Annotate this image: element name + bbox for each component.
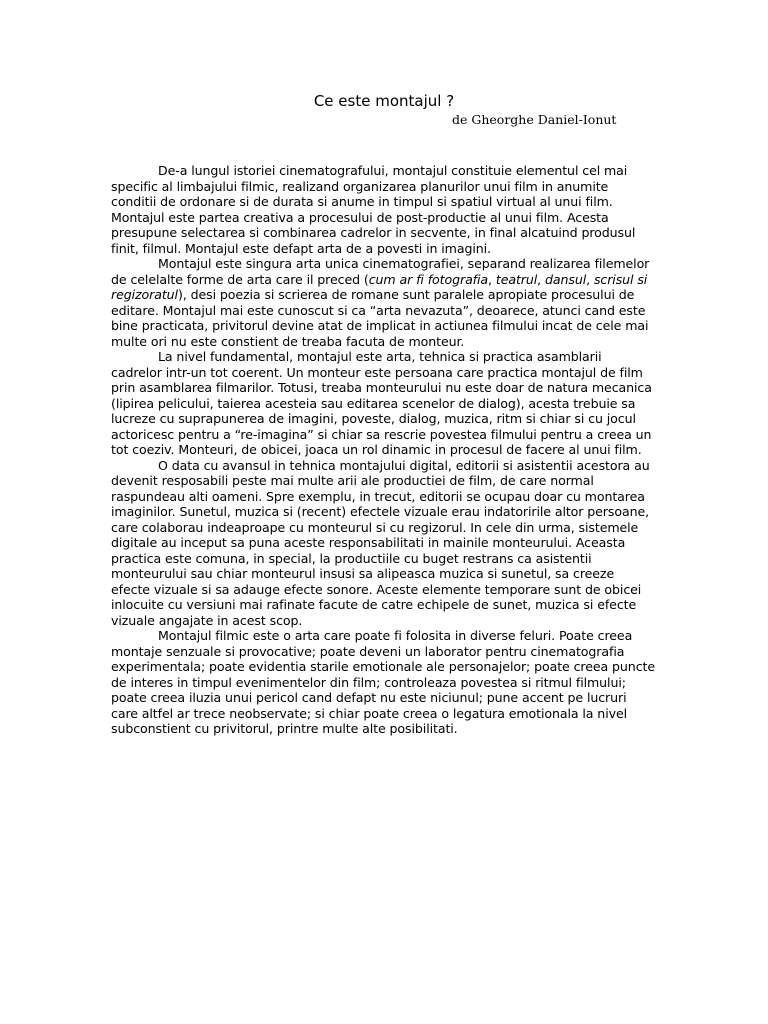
paragraph-5: Montajul filmic este o arta care poate fi folosita in diverse feluri. Poate creea montaje senzuale si provocative; poate deveni un laborator pentru cinematografia experimentala; poate evidentia starile emotionale ale personajelor; poate creea puncte de interes in timpul evenimentelor din film; controleaza povestea si ritmul filmului; poate creea iluzia unui pericol cand defapt nu este niciunul; pune accent pe lucruri care altfel ar trece neobservate; si chiar poate creea o legatura emotionala la nivel subconstient cu privitorul, printre multe alte posibilitati. <box>111 628 656 736</box>
separator: , <box>488 271 496 287</box>
page-title: Ce este montajul ? <box>313 92 455 110</box>
paragraph-2 <box>111 256 656 349</box>
author-byline: de Gheorghe Daniel-Ionut <box>452 112 617 127</box>
paragraph-1: De-a lungul istoriei cinematografului, montajul constituie elementul cel mai specific al limbajului filmic, realizand organizarea planurilor unui film in anumite conditii de ordonare si de durata si anume in timpul si spatiul virtual al unui film. Montajul este partea creativa a procesului de post-productie al unui film. Acesta presupune selectarea si combinarea cadrelor in secvente, in final alcatuind produsul finit, filmul. Montajul este defapt arta de a povesti in imagini. <box>111 163 636 256</box>
italic-term-teatrul: teatrul <box>495 271 538 287</box>
italic-term-fotografia: cum ar fi fotografia <box>368 271 489 287</box>
separator: , <box>537 271 545 287</box>
document-body <box>111 163 656 737</box>
paragraph-2-text-end: ), desi poezia si scrierea de romane sunt paralele apropiate procesului de editare. Montajul mai este cunoscut si ca “arta nevazuta”, deoarece, atunci cand este bine practicata, privitorul devine atat de implicat in actiunea filmului incat de cele mai multe ori nu este constient de treaba facuta de monteur. <box>111 287 649 349</box>
separator: , <box>586 271 594 287</box>
paragraph-4: O data cu avansul in tehnica montajului digital, editorii si asistentii acestora au devenit resposabili peste mai multe arii ale productiei de film, de care normal raspundeau alti oameni. Spre exemplu, in trecut, editorii se ocupau doar cu montarea imaginilor. Sunetul, muzica si (recent) efectele vizuale erau indatoririle altor persoane, care colaborau indeaproape cu monteurul si cu regizorul. In cele din urma, sistemele digitale au inceput sa puna aceste responsabilitati in mainile monteurului. Aceasta practica este comuna, in special, la productiile cu buget restrans ca asistentii monteurului sau chiar monteurul insusi sa alipeasca muzica si sunetul, sa creeze efecte vizuale si sa adauge efecte sonore. Aceste elemente temporare sunt de obicei inlocuite cu versiuni mai rafinate facute de catre echipele de sunet, muzica si efecte vizuale angajate in acest scop. <box>111 457 650 628</box>
italic-term-scrisul: scrisul si regizoratul <box>111 271 648 302</box>
paragraph-2-text-start: Montajul este singura arta unica cinematografiei, separand realizarea filemelor de celelalte forme de arta care il preced ( <box>111 256 650 287</box>
italic-term-dansul: dansul <box>544 271 587 287</box>
paragraph-3: La nivel fundamental, montajul este arta, tehnica si practica asamblarii cadrelor intr-un tot coerent. Un monteur este persoana care practica montajul de film prin asamblarea filmarilor. Totusi, treaba monteurului nu este doar de natura mecanica (lipirea pelicului, taierea acesteia sau editarea scenelor de dialog), acesta trebuie sa lucreze cu suprapunerea de imagini, poveste, dialog, muzica, ritm si chiar si cu jocul actoricesc pentru a “re-imagina” si chiar sa rescrie povestea filmului pentru a creea un tot coeziv. Monteuri, de obicei, joaca un rol dinamic in procesul de facere al unui film. <box>111 349 652 457</box>
